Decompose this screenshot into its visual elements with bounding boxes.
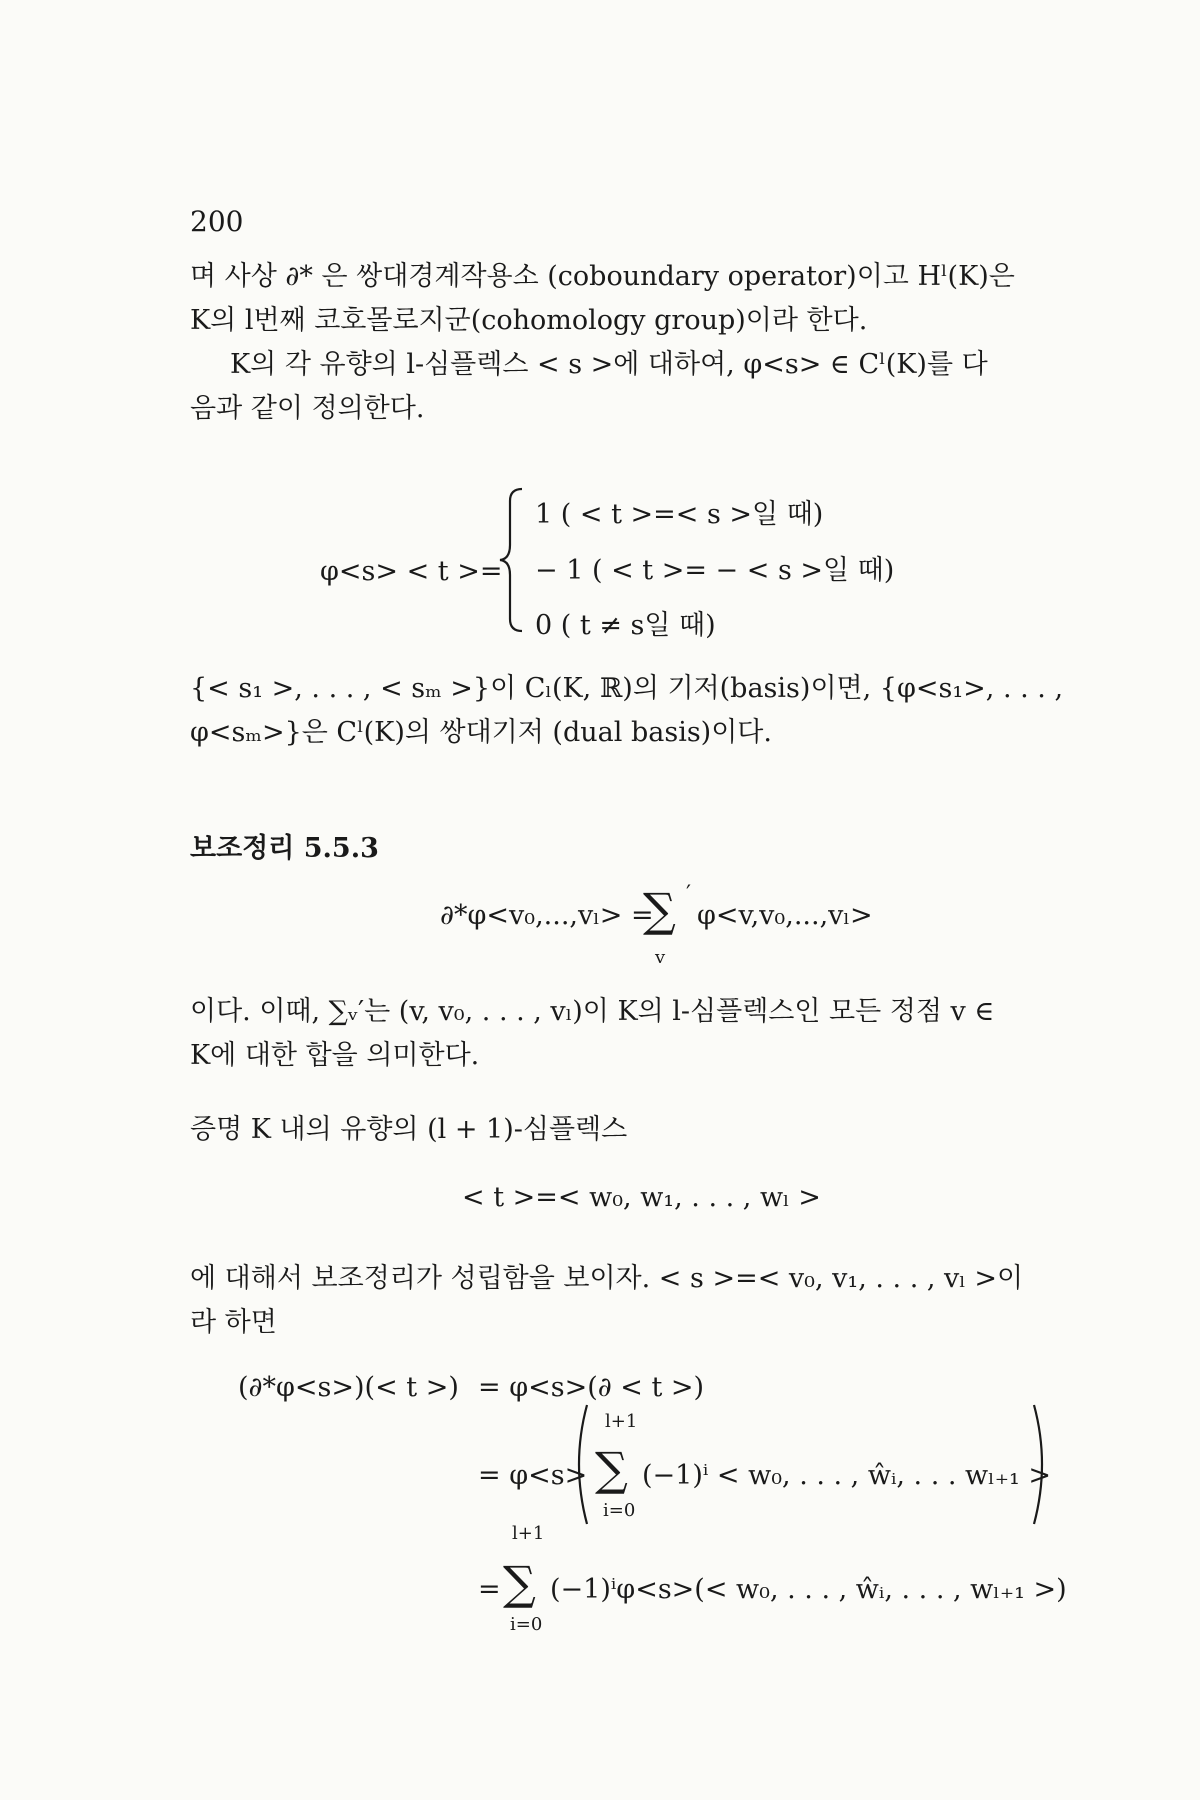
derivation-lhs: (∂*φ<s>)(< t >) — [238, 1372, 459, 1403]
left-big-paren — [567, 1402, 591, 1527]
text-line: 증명 K 내의 유향의 (l + 1)-심플렉스 — [190, 1114, 628, 1145]
sum-symbol: ∑ — [643, 883, 676, 937]
text-line: K에 대한 합을 의미한다. — [190, 1040, 480, 1071]
derivation-row-3-prefix: = — [478, 1574, 501, 1605]
definition-case-1: 1 ( < t >=< s >일 때) — [535, 499, 824, 530]
derivation-row-2-body: (−1)ⁱ < w₀, . . . , ŵᵢ, . . . wₗ₊₁ > — [642, 1460, 1051, 1491]
derivation-row-1: = φ<s>(∂ < t >) — [478, 1372, 705, 1403]
derivation-row-3-body: (−1)ⁱφ<s>(< w₀, . . . , ŵᵢ, . . . , wₗ₊₁ >) — [550, 1574, 1067, 1605]
text-line: 에 대해서 보조정리가 성립함을 보이자. < s >=< v₀, v₁, . . . , vₗ >이 — [190, 1263, 1024, 1294]
text-line: 음과 같이 정의한다. — [190, 393, 425, 424]
lemma-rhs: φ<v,v₀,...,vₗ> — [697, 900, 873, 931]
sum-upper-limit: l+1 — [605, 1411, 638, 1432]
text-line: 이다. 이때, ∑ᵥ′는 (v, v₀, . . . , vₗ)이 K의 l-심플렉스인 모든 정점 v ∈ — [190, 996, 995, 1027]
derivation-row-2-prefix: = φ<s> — [478, 1460, 588, 1491]
text-line: K의 각 유향의 l-심플렉스 < s >에 대하여, φ<s> ∈ Cˡ(K)를 다 — [230, 349, 988, 380]
paragraph-lemma-explanation — [190, 990, 1070, 1078]
definition-case-3: 0 ( t ≠ s일 때) — [535, 610, 716, 641]
lemma-lhs: ∂*φ<v₀,...,vₗ> = — [440, 900, 654, 931]
sum-symbol: ∑ — [595, 1442, 628, 1496]
right-big-paren — [1030, 1402, 1054, 1527]
definition-lhs: φ<s> < t >= — [320, 556, 503, 587]
sum-lower-limit: i=0 — [510, 1614, 543, 1635]
sum-lower-limit: i=0 — [603, 1500, 636, 1521]
paragraph-dual-basis — [190, 667, 1070, 755]
text-line: {< s₁ >, . . . , < sₘ >}이 Cₗ(K, ℝ)의 기저(basis)이면, {φ<s₁>, . . . , — [190, 673, 1064, 704]
text-line: K의 l번째 코호몰로지군(cohomology group)이라 한다. — [190, 305, 868, 336]
proof-start — [190, 1108, 1070, 1152]
left-brace — [496, 485, 530, 635]
paragraph-definition-intro — [190, 343, 1070, 431]
sum-prime: ′ — [686, 882, 691, 907]
text-line: 며 사상 ∂* 은 쌍대경계작용소 (coboundary operator)이고 Hˡ(K)은 — [190, 261, 1015, 292]
paragraph-proof-setup — [190, 1257, 1070, 1345]
text-line: φ<sₘ>}은 Cˡ(K)의 쌍대기저 (dual basis)이다. — [190, 717, 772, 748]
sum-upper-limit: l+1 — [512, 1523, 545, 1544]
text-line: 라 하면 — [190, 1307, 277, 1338]
sum-symbol: ∑ — [503, 1556, 536, 1610]
simplex-t: < t >=< w₀, w₁, . . . , wₗ > — [462, 1182, 821, 1213]
definition-case-2: − 1 ( < t >= − < s >일 때) — [535, 555, 895, 586]
paragraph-coboundary — [190, 255, 1070, 343]
page-number: 200 — [190, 205, 244, 238]
sum-index: v — [655, 947, 666, 968]
lemma-heading: 보조정리 5.5.3 — [190, 833, 379, 864]
